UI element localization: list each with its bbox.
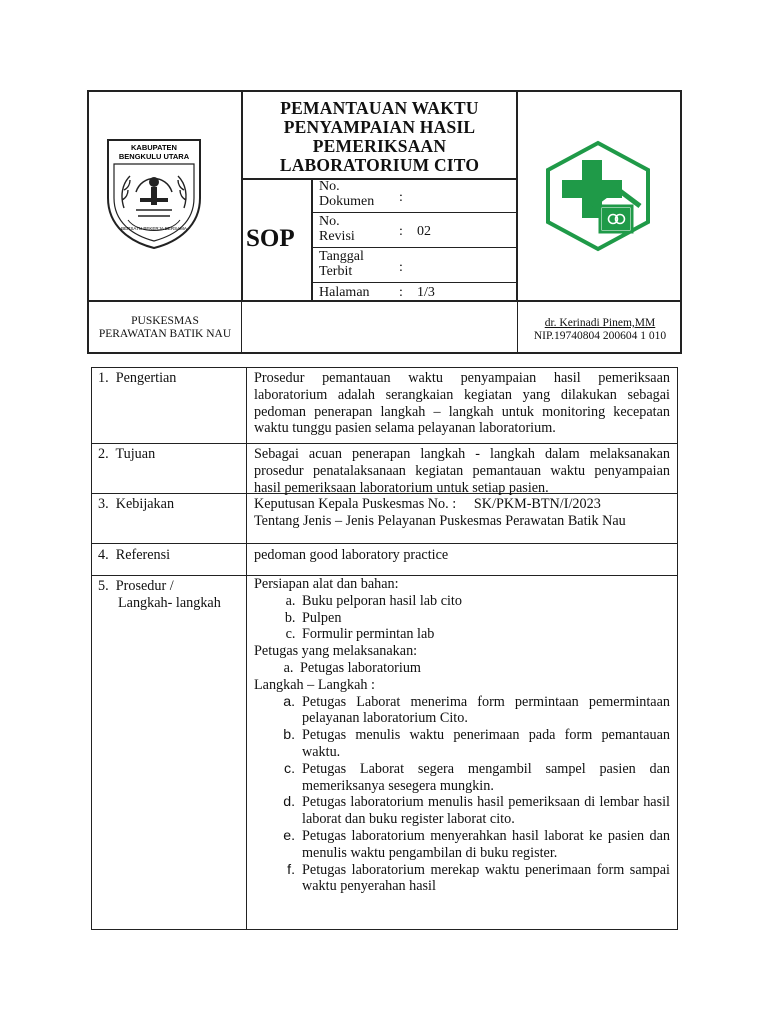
kebijakan-text: Keputusan Kepala Puskesmas No. : SK/PKM-BTN/I/2023 Tentang Jenis – Jenis Pelayanan Puskesmas Perawatan Batik Nau [254, 496, 626, 529]
pengertian-label: 1. Pengertian [98, 370, 177, 386]
meta-row-tanggal-terbit: Tanggal Terbit : [313, 248, 517, 283]
list-item: f. Petugas laboratorium merekap waktu penerimaan form sampai waktu penyerahan hasil [299, 862, 670, 896]
kabupaten-emblem-icon [106, 138, 202, 250]
list-item: e. Petugas laboratorium menyerahkan hasil laborat ke pasien dan menulis waktu pengambilan di buku register. [299, 828, 670, 862]
signer-nip: NIP.19740804 200604 1 010 [533, 330, 667, 342]
puskesmas-logo [544, 140, 652, 252]
signer-name: dr. Kerinadi Pinem,MM [544, 317, 656, 329]
tujuan-label: 2. Tujuan [98, 446, 156, 462]
langkah-list [254, 694, 670, 896]
puskesmas-cross-icon [544, 140, 652, 252]
kabupaten-logo [106, 138, 202, 250]
svg-text:BENGKULU UTARA: BENGKULU UTARA [118, 152, 190, 161]
persiapan-heading: Persiapan alat dan bahan: [254, 576, 399, 592]
prosedur-content [254, 576, 670, 895]
meta-row-halaman: Halaman : 1/3 [319, 285, 435, 300]
prosedur-label: 5. Prosedur / Langkah- langkah [98, 578, 221, 611]
table-row-divider [91, 543, 678, 544]
list-item: c. Petugas Laborat segera mengambil sampel pasien dan memeriksanya sesegera mungkin. [299, 761, 670, 795]
signer-block [518, 317, 682, 343]
svg-text:BERSATU BEKERJA BERSAMA: BERSATU BEKERJA BERSAMA [121, 226, 187, 231]
organization-name: PUSKESMAS PERAWATAN BATIK NAU [98, 315, 232, 340]
meta-table [311, 178, 517, 302]
table-column-divider [246, 367, 247, 930]
svg-text:KABUPATEN: KABUPATEN [131, 143, 177, 152]
document-title: PEMANTAUAN WAKTU PENYAMPAIAN HASIL PEMERIKSAAN LABORATORIUM CITO [279, 98, 480, 175]
list-item: a. Petugas Laborat menerima form permintaan pemermintaan pelayanan laboratorium Cito. [299, 694, 670, 728]
list-item: a. Buku pelporan hasil lab cito [299, 593, 670, 610]
table-row-divider [91, 443, 678, 444]
tujuan-text: Sebagai acuan penerapan langkah - langkah dalam melaksanakan prosedur penatalaksanaan kegiatan pemantauan waktu penyampaian hasil pemeriksaan laboratorium untuk setiap pasien. [254, 446, 670, 496]
referensi-text: pedoman good laboratory practice [254, 547, 449, 563]
petugas-list [254, 660, 670, 677]
list-item: a. Petugas laboratorium [297, 660, 670, 677]
list-item: b. Petugas menulis waktu penerimaan pada form pemantauan waktu. [299, 727, 670, 761]
list-item: d. Petugas laboratorium menulis hasil pemeriksaan di lembar hasil laborat dan buku register laborat cito. [299, 794, 670, 828]
referensi-label: 4. Referensi [98, 547, 171, 563]
header-divider [241, 300, 242, 354]
persiapan-list [254, 593, 670, 643]
meta-row-dokumen: No. Dokumen : [313, 178, 517, 213]
petugas-heading: Petugas yang melaksanakan: [254, 643, 418, 660]
list-item: b. Pulpen [299, 610, 670, 627]
langkah-heading: Langkah – Langkah : [254, 676, 375, 693]
kebijakan-label: 3. Kebijakan [98, 496, 175, 512]
list-item: c. Formulir permintan lab [299, 626, 670, 643]
meta-row-revisi: No. Revisi : 02 [313, 213, 517, 248]
sop-label: SOP [246, 225, 295, 252]
pengertian-text: Prosedur pemantauan waktu penyampaian hasil pemeriksaan laboratorium adalah serangkaian kegiatan yang dilakukan sebagai pedoman penerapan langkah – langkah untuk monitoring kecepatan waktu tunggu pasien selama pelayanan laboratorium. [254, 370, 670, 437]
